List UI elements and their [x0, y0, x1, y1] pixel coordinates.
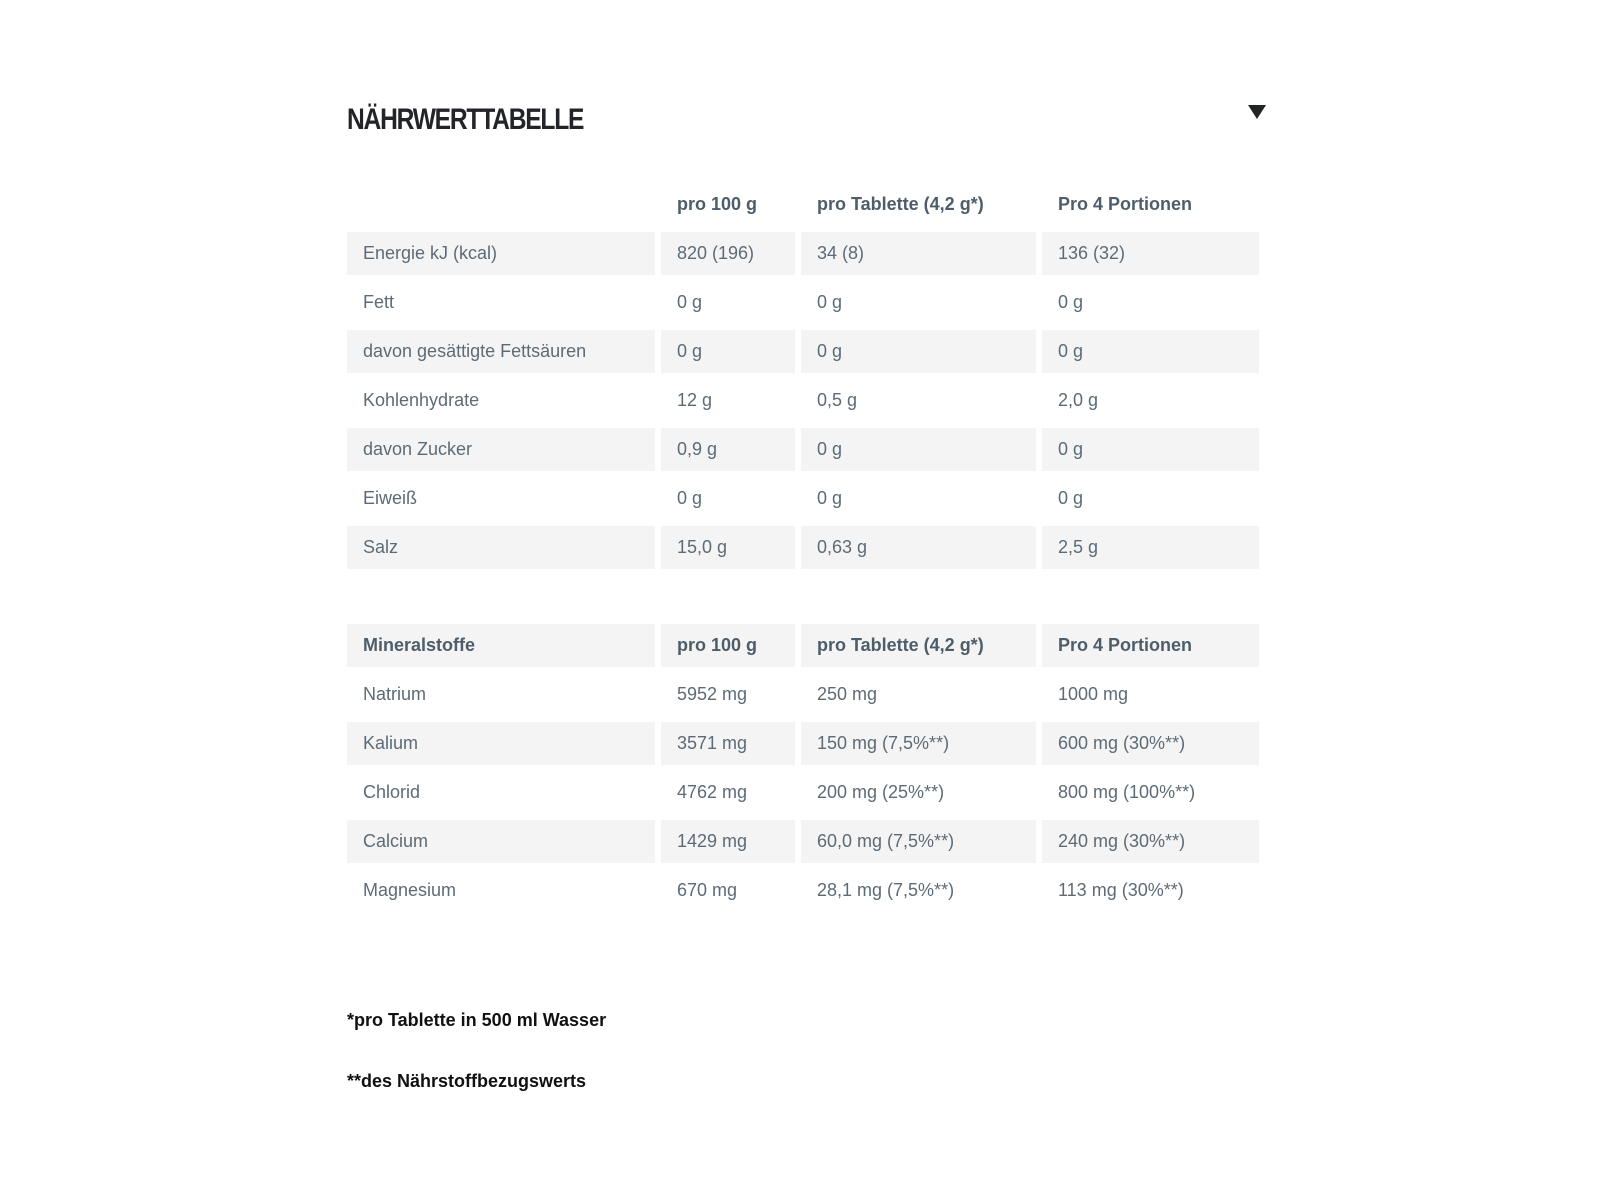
table-cell: 0 g — [677, 292, 703, 312]
table-cell: 670 mg — [677, 880, 738, 900]
table-header-row — [347, 624, 1259, 667]
table-cell: 113 mg (30%**) — [1058, 880, 1184, 900]
table-row — [347, 477, 1259, 520]
table-cell: 0 g — [677, 488, 703, 508]
section-header[interactable] — [347, 96, 1267, 148]
header-cell: Mineralstoffe — [347, 624, 655, 667]
table-cell: 28,1 mg (7,5%**) — [817, 880, 955, 900]
table-cell: 12 g — [677, 390, 713, 410]
table-row — [347, 526, 1259, 569]
table-cell: 0 g — [1042, 330, 1259, 373]
table-row — [347, 771, 1259, 814]
header-cell: pro 100 g — [661, 624, 795, 667]
triangle-down-icon[interactable] — [1247, 104, 1267, 120]
header-cell: Pro 4 Portionen — [1058, 194, 1193, 214]
table-row — [347, 673, 1259, 716]
row-label: davon Zucker — [347, 428, 655, 471]
table-header-row — [347, 183, 1259, 226]
table-cell: 2,0 g — [1058, 390, 1099, 410]
table-cell: 34 (8) — [801, 232, 1036, 275]
table-cell: 2,5 g — [1042, 526, 1259, 569]
row-label: Fett — [363, 292, 395, 312]
table-cell: 0,9 g — [661, 428, 795, 471]
table-cell: 0 g — [817, 292, 843, 312]
row-label: Kohlenhydrate — [363, 390, 480, 410]
table-row — [347, 330, 1259, 373]
row-label: Energie kJ (kcal) — [347, 232, 655, 275]
table-cell: 0 g — [1042, 428, 1259, 471]
table-cell: 240 mg (30%**) — [1042, 820, 1259, 863]
table-cell: 600 mg (30%**) — [1042, 722, 1259, 765]
header-cell: pro 100 g — [677, 194, 758, 214]
footnote: **des Nährstoffbezugswerts — [347, 1071, 587, 1091]
row-label: Kalium — [347, 722, 655, 765]
table-cell: 0,63 g — [801, 526, 1036, 569]
row-label: Eiweiß — [363, 488, 418, 508]
table-cell: 250 mg — [817, 684, 878, 704]
table-cell: 60,0 mg (7,5%**) — [801, 820, 1036, 863]
nutrition-table — [341, 183, 1265, 569]
table-cell: 0 g — [1058, 488, 1084, 508]
table-row — [347, 232, 1259, 275]
table-cell: 0,5 g — [817, 390, 858, 410]
row-label: Calcium — [347, 820, 655, 863]
table-cell: 0 g — [817, 488, 843, 508]
table-cell: 15,0 g — [661, 526, 795, 569]
table-row — [347, 428, 1259, 471]
table-row — [347, 281, 1259, 324]
table-cell: 136 (32) — [1042, 232, 1259, 275]
header-cell: pro Tablette (4,2 g*) — [817, 194, 984, 214]
row-label: Natrium — [363, 684, 427, 704]
row-label: davon gesättigte Fettsäuren — [347, 330, 655, 373]
table-cell: 1000 mg — [1058, 684, 1129, 704]
footnote: *pro Tablette in 500 ml Wasser — [347, 1010, 607, 1030]
table-cell: 150 mg (7,5%**) — [801, 722, 1036, 765]
table-row — [347, 722, 1259, 765]
table-cell: 820 (196) — [661, 232, 795, 275]
header-cell — [347, 183, 655, 226]
table-cell: 0 g — [801, 330, 1036, 373]
table-row — [347, 869, 1259, 912]
table-cell: 800 mg (100%**) — [1058, 782, 1196, 802]
table-cell: 0 g — [801, 428, 1036, 471]
table-cell: 1429 mg — [661, 820, 795, 863]
row-label: Chlorid — [363, 782, 421, 802]
minerals-table — [341, 624, 1265, 912]
header-cell: pro Tablette (4,2 g*) — [801, 624, 1036, 667]
table-cell: 200 mg (25%**) — [817, 782, 945, 802]
table-cell: 3571 mg — [661, 722, 795, 765]
table-cell: 0 g — [661, 330, 795, 373]
table-row — [347, 820, 1259, 863]
header-cell: Pro 4 Portionen — [1042, 624, 1259, 667]
row-label: Salz — [347, 526, 655, 569]
table-cell: 0 g — [1058, 292, 1084, 312]
table-cell: 4762 mg — [677, 782, 748, 802]
section-title: NÄHRWERTTABELLE — [347, 103, 584, 136]
row-label: Magnesium — [363, 880, 457, 900]
table-cell: 5952 mg — [677, 684, 748, 704]
table-row — [347, 379, 1259, 422]
